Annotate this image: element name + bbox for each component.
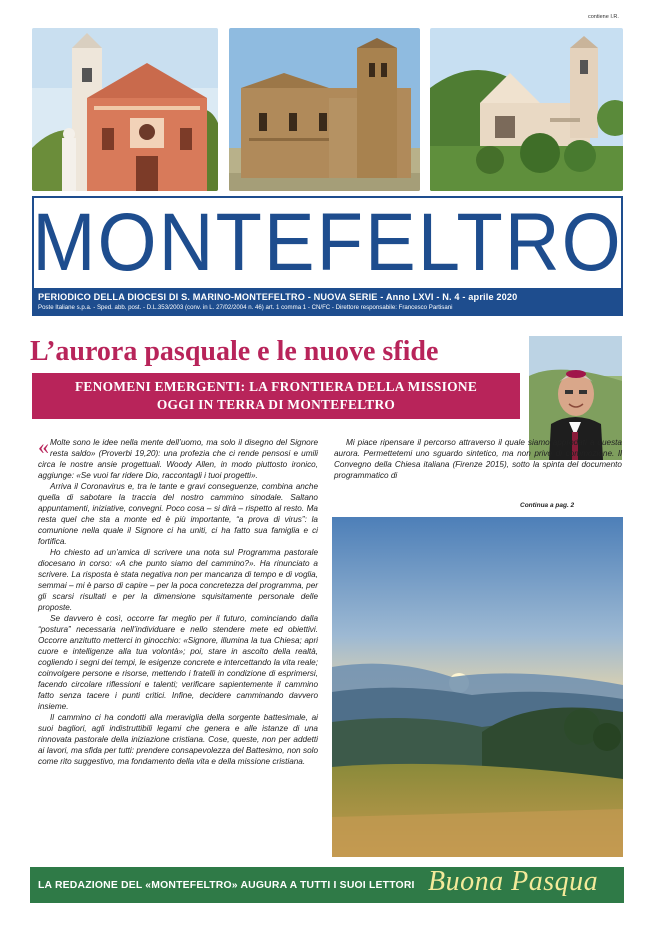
top-note: contiene I.R.	[588, 14, 619, 20]
article-paragraph-5: Il cammino ci ha condotti alla meraviglia della sorgente battesimale, ai suoi bagliori, agli indistruttibili legami che genera e alle istanze di una rinnovata pastorale della iniziazione cristiana. Cose, queste, non per addetti ai lavori, ma sfida per tutti: prendere consapevolezza del Battesimo, non solo come rito suggestivo, ma fondamento della vita e della missione cristiana.	[38, 713, 318, 766]
article-headline: L’aurora pasquale e le nuove sfide	[30, 336, 439, 367]
masthead-title: MONTEFELTRO	[32, 196, 623, 289]
article-column-2	[334, 437, 622, 481]
masthead-subbar	[32, 290, 623, 316]
masthead	[32, 196, 623, 290]
article-paragraph-3: Ho chiesto ad un’amica di scrivere una nota sul Programma pastorale diocesano in corso: «A che punto siamo del cammino?». Ha rinunciato a scrivere. La risposta è stata negativa non per mancanza di tempo e di voglia, semmai – mi è parso di capire – per la poca concretezza del programma, per gli scarsi risultati e per la dimensione squisitamente personale delle proposte.	[38, 548, 318, 612]
masthead-postal-info: Poste Italiane s.p.a. - Sped. abb. post. - D.L.353/2003 (conv. in L. 27/02/2004 n. 46) art. 1 comma 1 - CN/FC - Direttore responsabile: Francesco Partisani	[38, 304, 453, 311]
article-kicker	[32, 373, 520, 419]
footer-text: LA REDAZIONE DEL «MONTEFELTRO» AUGURA A TUTTI I SUOI LETTORI	[38, 879, 415, 891]
article-paragraph-6: Mi piace ripensare il percorso attraverso il quale siamo approdati a questa aurora. Permettetemi uno sguardo sintetico, ma non privo di commozione. Il Convegno della Chiesa italiana (Firenze 2015), sotto la spinta del documento programmatico di	[334, 438, 622, 480]
church-photo-right	[430, 28, 623, 191]
article-paragraph-2: Arriva il Coronavirus e, tra le tante e gravi conseguenze, combina anche quella di sabotare la traccia del nostro cammino sinodale. Saltano appuntamenti, iniziative, convegni. Poco cosa – si dirà – rispetto al resto. Ma resta quel che sta a monte ed è più importante, “a prova di virus”: la comunione nella quale il Signore ci ha uniti, ci ha fatto sua famiglia e ci fortifica.	[38, 482, 318, 546]
sunrise-landscape-photo	[332, 517, 623, 857]
footer-greeting: Buona Pasqua	[428, 866, 599, 897]
continued-link[interactable]: Continua a pag. 2	[520, 502, 575, 509]
drop-quote: «	[38, 434, 49, 459]
article-paragraph-1: « Molte sono le idee nella mente dell’uomo, ma solo il disegno del Signore resta saldo» (Proverbi 19,20): una profezia che ci rende pensosi e umili circa le nostre ansie progettuali. Woody Allen, in modo piuttosto ironico, aggiunge: «Se vuoi far ridere Dio, raccontagli i tuoi progetti».	[38, 434, 318, 480]
article-paragraph-4: Se davvero è così, occorre far meglio per il futuro, cominciando dalla “postura” necessaria nell’individuare e nello stendere mete ed obiettivi. Occorre anzitutto metterci in ginocchio: «Signore, illumina la tua Chiesa; apri cuore e intelligenze alla tua volontà»; poi, stare in ascolto della realtà, cogliendo i segni dei tempi, le esigenze concrete e intercettando la vita reale; coinvolgere persone e risorse, mettendo i fratelli in condizione di esprimersi, facendo circolare riflessioni e talenti; verificare sapientemente il cammino fatto senza tacere i punti critici. Infine, decidere camminando davvero insieme.	[38, 614, 318, 711]
abbey-photo-center	[229, 28, 420, 191]
article-column-1	[38, 434, 318, 767]
church-photo-left	[32, 28, 218, 191]
masthead-subtitle: PERIODICO DELLA DIOCESI DI S. MARINO-MONTEFELTRO - NUOVA SERIE - Anno LXVI - N. 4 - aprile 2020	[38, 292, 518, 302]
kicker-line-2: OGGI IN TERRA DI MONTEFELTRO	[156, 397, 396, 412]
kicker-line-1: FENOMENI EMERGENTI: LA FRONTIERA DELLA MISSIONE	[74, 379, 478, 394]
